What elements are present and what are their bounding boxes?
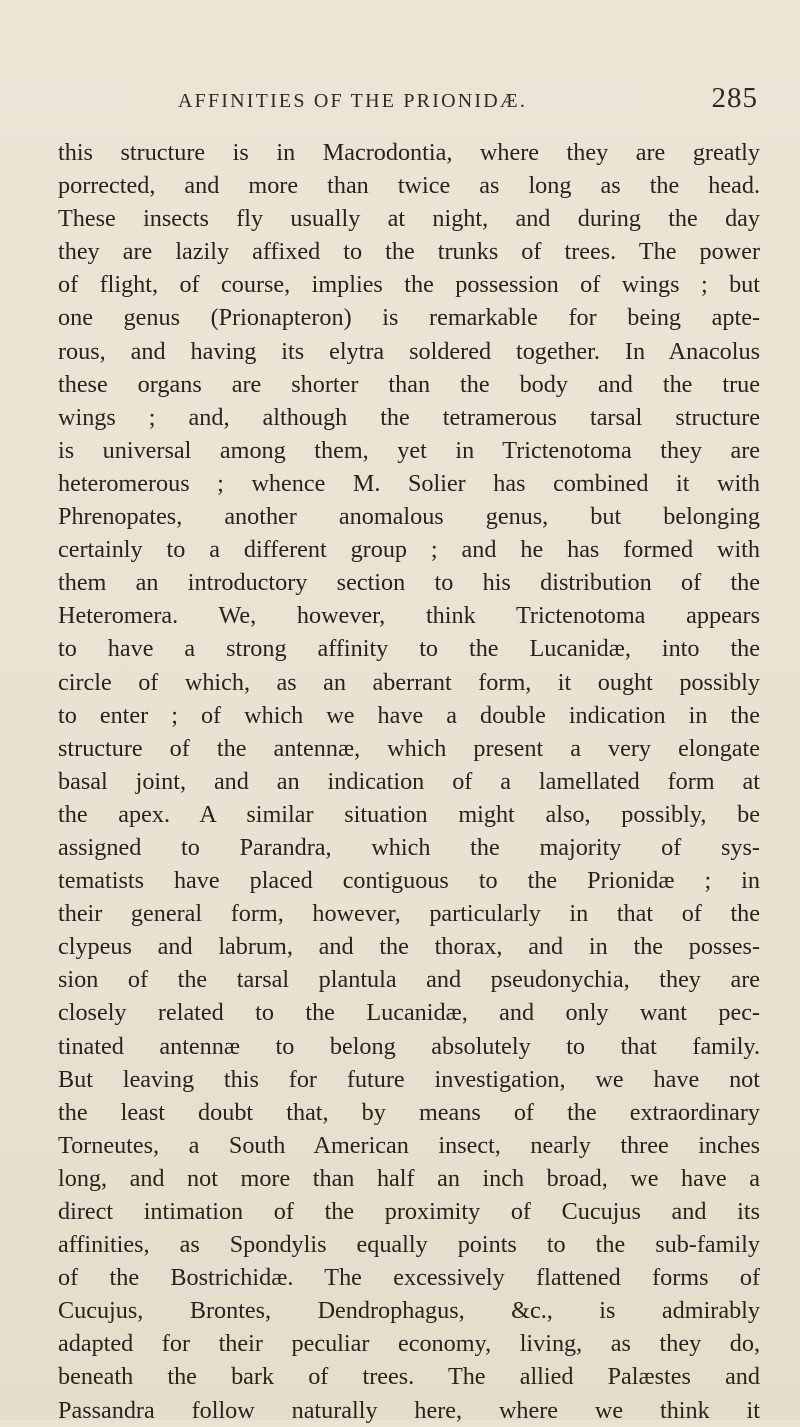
text-line: Phrenopates, another anomalous genus, but belonging (58, 503, 760, 531)
page-number: 285 (711, 82, 758, 114)
text-line: assigned to Parandra, which the majority of sys- (58, 833, 760, 861)
text-line: beneath the bark of trees. The allied Palæstes and (58, 1363, 760, 1391)
text-line: rous, and having its elytra soldered together. In Anacolus (58, 337, 760, 365)
text-line: basal joint, and an indication of a lamellated form at (58, 767, 760, 795)
text-line: direct intimation of the proximity of Cucujus and its (58, 1198, 760, 1225)
text-line: structure of the antennæ, which present a very elongate (58, 734, 760, 762)
text-line: Heteromera. We, however, think Trictenotoma appears (58, 602, 760, 630)
text-line: certainly to a different group ; and he has formed with (58, 536, 760, 564)
text-line: is universal among them, yet in Trictenotoma they are (58, 436, 760, 464)
running-title: AFFINITIES OF THE PRIONIDÆ. (178, 90, 528, 112)
text-line: adapted for their peculiar economy, living, as they do, (58, 1330, 760, 1358)
text-line: long, and not more than half an inch broad, we have a (58, 1164, 760, 1192)
text-line: affinities, as Spondylis equally points to the sub-family (58, 1231, 760, 1259)
text-line: these organs are shorter than the body and the true (58, 370, 760, 398)
text-line: of flight, of course, implies the possession of wings ; but (58, 271, 760, 299)
text-line: the least doubt that, by means of the extraordinary (58, 1098, 760, 1126)
body-text (58, 136, 760, 1427)
text-line: But leaving this for future investigation, we have not (58, 1065, 760, 1093)
text-line: one genus (Prionapteron) is remarkable for being apte- (58, 304, 760, 332)
text-line: sion of the tarsal plantula and pseudonychia, they are (58, 966, 760, 994)
text-line: tematists have placed contiguous to the Prionidæ ; in (58, 867, 760, 895)
text-line: circle of which, as an aberrant form, it ought possibly (58, 668, 760, 696)
running-head (178, 82, 758, 115)
text-line: them an introductory section to his distribution of the (58, 569, 760, 597)
text-line: to enter ; of which we have a double indication in the (58, 701, 760, 729)
text-line: closely related to the Lucanidæ, and only want pec- (58, 999, 760, 1027)
text-line: wings ; and, although the tetramerous tarsal structure (58, 403, 760, 431)
text-line: of the Bostrichidæ. The excessively flattened forms of (58, 1264, 760, 1292)
text-line: heteromerous ; whence M. Solier has combined it with (58, 469, 760, 497)
text-line: Cucujus, Brontes, Dendrophagus, &c., is admirably (58, 1297, 760, 1325)
text-line: to have a strong affinity to the Lucanidæ, into the (58, 635, 760, 663)
text-line: Torneutes, a South American insect, nearly three inches (58, 1131, 760, 1159)
text-line: These insects fly usually at night, and during the day (58, 205, 760, 233)
text-line: tinated antennæ to belong absolutely to that family. (58, 1032, 760, 1060)
text-line: their general form, however, particularly in that of the (58, 900, 760, 928)
text-line: they are lazily affixed to the trunks of trees. The power (58, 238, 760, 266)
text-line: the apex. A similar situation might also, possibly, be (58, 800, 760, 828)
text-line: clypeus and labrum, and the thorax, and in the posses- (58, 933, 760, 961)
text-line: porrected, and more than twice as long as the head. (58, 172, 760, 200)
text-line: Passandra follow naturally here, where we think it (58, 1396, 760, 1424)
text-line: this structure is in Macrodontia, where they are greatly (58, 139, 760, 166)
